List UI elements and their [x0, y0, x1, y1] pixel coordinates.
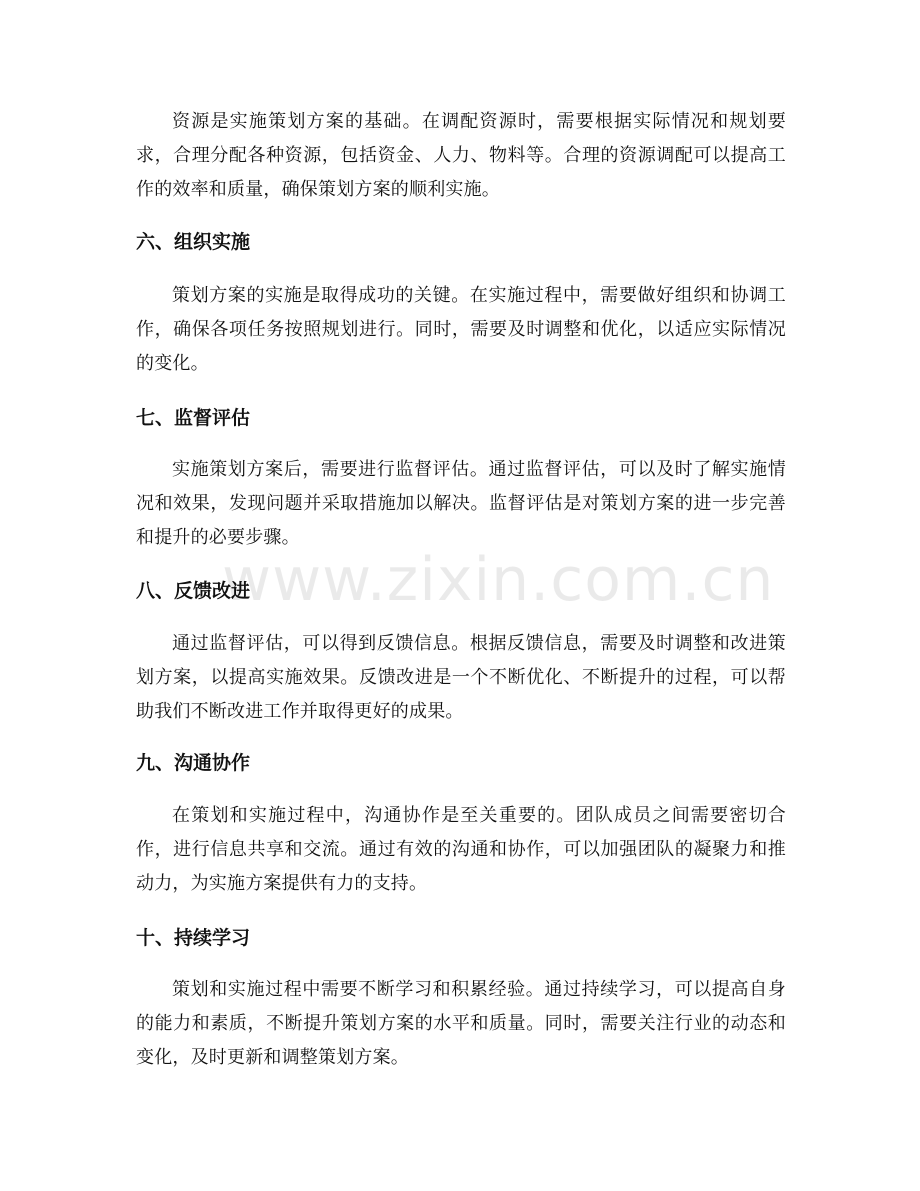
watermark: www.zixin.com.cn	[222, 545, 775, 615]
section-paragraph-6: 策划方案的实施是取得成功的关键。在实施过程中，需要做好组织和协调工作，确保各项任务按照规划进行。同时，需要及时调整和优化，以适应实际情况的变化。	[136, 285, 786, 374]
section-heading-10: 十、持续学习	[136, 927, 251, 949]
section-paragraph-8: 通过监督评估，可以得到反馈信息。根据反馈信息，需要及时调整和改进策划方案，以提高实施效果。反馈改进是一个不断优化、不断提升的过程，可以帮助我们不断改进工作并取得更好的成果。	[136, 633, 786, 722]
intro-paragraph: 资源是实施策划方案的基础。在调配资源时，需要根据实际情况和规划要求，合理分配各种资源，包括资金、人力、物料等。合理的资源调配可以提高工作的效率和质量，确保策划方案的顺利实施。	[136, 111, 786, 200]
section-paragraph-10: 策划和实施过程中需要不断学习和积累经验。通过持续学习，可以提高自身的能力和素质，不断提升策划方案的水平和质量。同时，需要关注行业的动态和变化，及时更新和调整策划方案。	[136, 979, 786, 1068]
section-heading-8: 八、反馈改进	[136, 580, 251, 602]
section-heading-9: 九、沟通协作	[136, 752, 251, 774]
section-heading-6: 六、组织实施	[136, 231, 251, 253]
section-paragraph-9: 在策划和实施过程中，沟通协作是至关重要的。团队成员之间需要密切合作，进行信息共享和交流。通过有效的沟通和协作，可以加强团队的凝聚力和推动力，为实施方案提供有力的支持。	[136, 805, 786, 894]
section-heading-7: 七、监督评估	[136, 407, 251, 429]
section-paragraph-7: 实施策划方案后，需要进行监督评估。通过监督评估，可以及时了解实施情况和效果，发现问题并采取措施加以解决。监督评估是对策划方案的进一步完善和提升的必要步骤。	[136, 459, 786, 548]
